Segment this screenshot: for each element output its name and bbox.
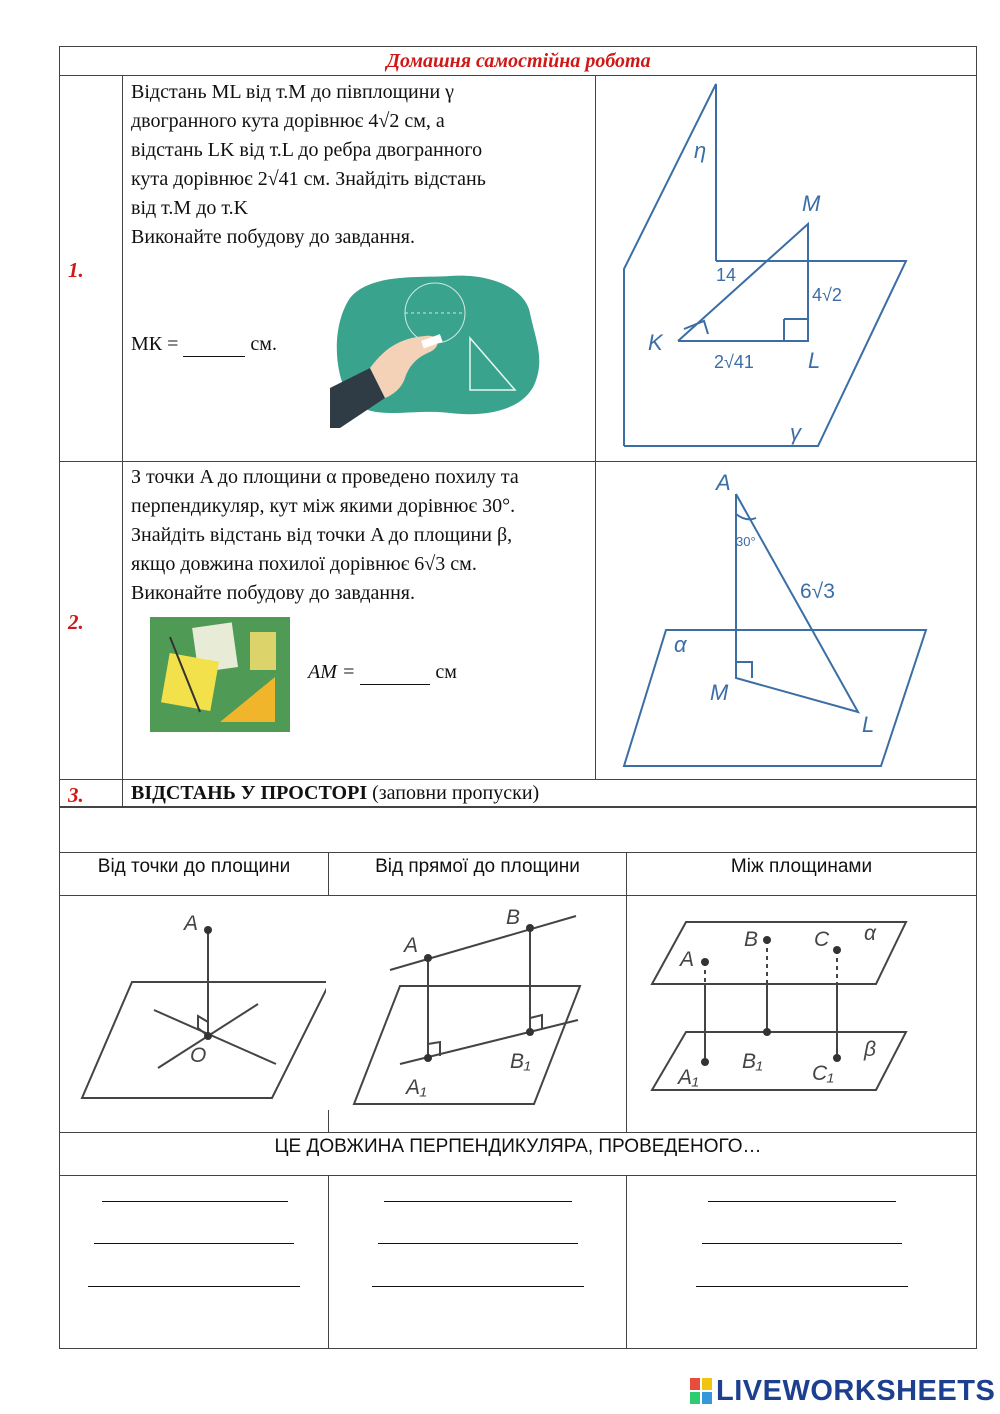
label-L: L	[808, 348, 821, 373]
label-A1: A₁	[678, 1066, 699, 1089]
point-A	[701, 958, 709, 966]
point-C	[833, 946, 841, 954]
label-C1: C₁	[812, 1062, 834, 1085]
task-2-figure	[596, 462, 976, 780]
task-1-line: відстань LK від т.L до ребра двогранного	[131, 139, 483, 161]
label-B: B	[744, 928, 759, 951]
logo-text: LIVEWORKSHEETS	[716, 1374, 996, 1407]
task-1-line: двогранного кута дорівнює 4√2 см, а	[131, 110, 445, 132]
point-A1	[701, 1058, 709, 1066]
logo-blocks-icon	[690, 1378, 712, 1404]
point-B1	[763, 1028, 771, 1036]
answer-blank[interactable]	[372, 1286, 584, 1287]
task-1-line: кута дорівнює 2√41 см. Знайдіть відстань	[131, 168, 486, 190]
task-2-answer-input[interactable]	[360, 661, 430, 685]
label-30deg: 30°	[736, 534, 756, 549]
answer-blank[interactable]	[702, 1243, 902, 1244]
label-A1: A₁	[406, 1076, 427, 1099]
task-2-line: перпендикуляр, кут між якими дорівнює 30°.	[131, 495, 516, 517]
figure-line-to-plane	[330, 898, 624, 1128]
task-1-line: Виконайте побудову до завдання.	[131, 226, 415, 248]
task-2-answer	[308, 658, 457, 687]
answer-blank[interactable]	[384, 1201, 572, 1202]
task-2-line: З точки A до площини α проведено похилу та	[131, 466, 519, 488]
point-B	[526, 924, 534, 932]
point-B1	[526, 1028, 534, 1036]
label-alpha: α	[674, 632, 687, 657]
label-M: M	[802, 191, 821, 216]
column-header-line-plane: Від прямої до площини	[375, 856, 580, 877]
task-2-number: 2.	[68, 610, 84, 634]
task-2-answer-label: AM =	[308, 661, 356, 683]
figure-between-planes	[630, 898, 974, 1128]
task-2-line: Виконайте побудову до завдання.	[131, 582, 415, 604]
label-B: B	[506, 906, 521, 929]
task-1-text	[131, 78, 591, 252]
liveworksheets-logo[interactable]	[690, 1374, 995, 1408]
answer-blank[interactable]	[102, 1201, 288, 1202]
answer-blank[interactable]	[708, 1201, 896, 1202]
task-3-heading-rest: (заповни пропуски)	[372, 782, 540, 804]
task-3-heading-bold: ВІДСТАНЬ У ПРОСТОРІ	[131, 782, 368, 804]
task-1-line: від т.M до т.K	[131, 197, 249, 219]
column-header-point-plane: Від точки до площини	[97, 856, 291, 877]
worksheet-title: Домашня самостійна робота	[386, 50, 651, 72]
task-1-answer-input[interactable]	[183, 333, 245, 357]
task-1-figure	[596, 76, 976, 461]
answer-blank[interactable]	[696, 1286, 908, 1287]
label-C: C	[814, 928, 830, 951]
answer-blank[interactable]	[88, 1286, 300, 1287]
task-2-answer-unit: см	[435, 661, 457, 683]
task-3-number: 3.	[68, 783, 84, 807]
label-4r2: 4√2	[812, 285, 842, 305]
stationery-illustration	[150, 617, 290, 732]
task-1-answer-unit: см.	[250, 333, 277, 355]
point-A1	[424, 1054, 432, 1062]
label-A: A	[716, 470, 731, 495]
task-3-heading	[131, 782, 539, 805]
task-2-line: якщо довжина похилої дорівнює 6√3 см.	[131, 553, 477, 575]
label-2r41: 2√41	[714, 352, 754, 372]
task-2-line: Знайдіть відстань від точки A до площини β,	[131, 524, 513, 546]
point-A	[204, 926, 212, 934]
label-14: 14	[716, 265, 737, 285]
task-1-answer-label: МК =	[131, 333, 179, 355]
label-beta: β	[864, 1038, 876, 1061]
perpendicular-caption: ЦЕ ДОВЖИНА ПЕРПЕНДИКУЛЯРА, ПРОВЕДЕНОГО…	[274, 1136, 762, 1157]
task-2-text	[131, 463, 591, 608]
label-K: K	[648, 330, 663, 355]
label-L: L	[862, 712, 875, 737]
task-1-line: Відстань ML від т.M до півплощини γ	[131, 81, 454, 103]
answer-blank[interactable]	[378, 1243, 578, 1244]
label-gamma: γ	[790, 420, 801, 445]
label-A: A	[404, 934, 419, 957]
label-A: A	[680, 948, 695, 971]
label-6r3: 6√3	[800, 580, 835, 603]
answer-blank[interactable]	[94, 1243, 294, 1244]
point-O	[204, 1032, 212, 1040]
point-C1	[833, 1054, 841, 1062]
task-1-answer	[131, 330, 277, 359]
label-A: A	[184, 912, 199, 935]
label-B1: B₁	[742, 1050, 763, 1073]
label-B1: B₁	[510, 1050, 531, 1073]
teacher-hand-illustration	[330, 268, 550, 428]
figure-point-to-plane	[62, 898, 326, 1128]
label-alpha: α	[864, 922, 876, 945]
point-A	[424, 954, 432, 962]
label-eta: η	[694, 138, 707, 163]
point-B	[763, 936, 771, 944]
label-O: O	[190, 1044, 207, 1067]
column-header-planes: Між площинами	[730, 856, 873, 877]
label-M: M	[710, 680, 729, 705]
task-1-number: 1.	[68, 258, 84, 282]
